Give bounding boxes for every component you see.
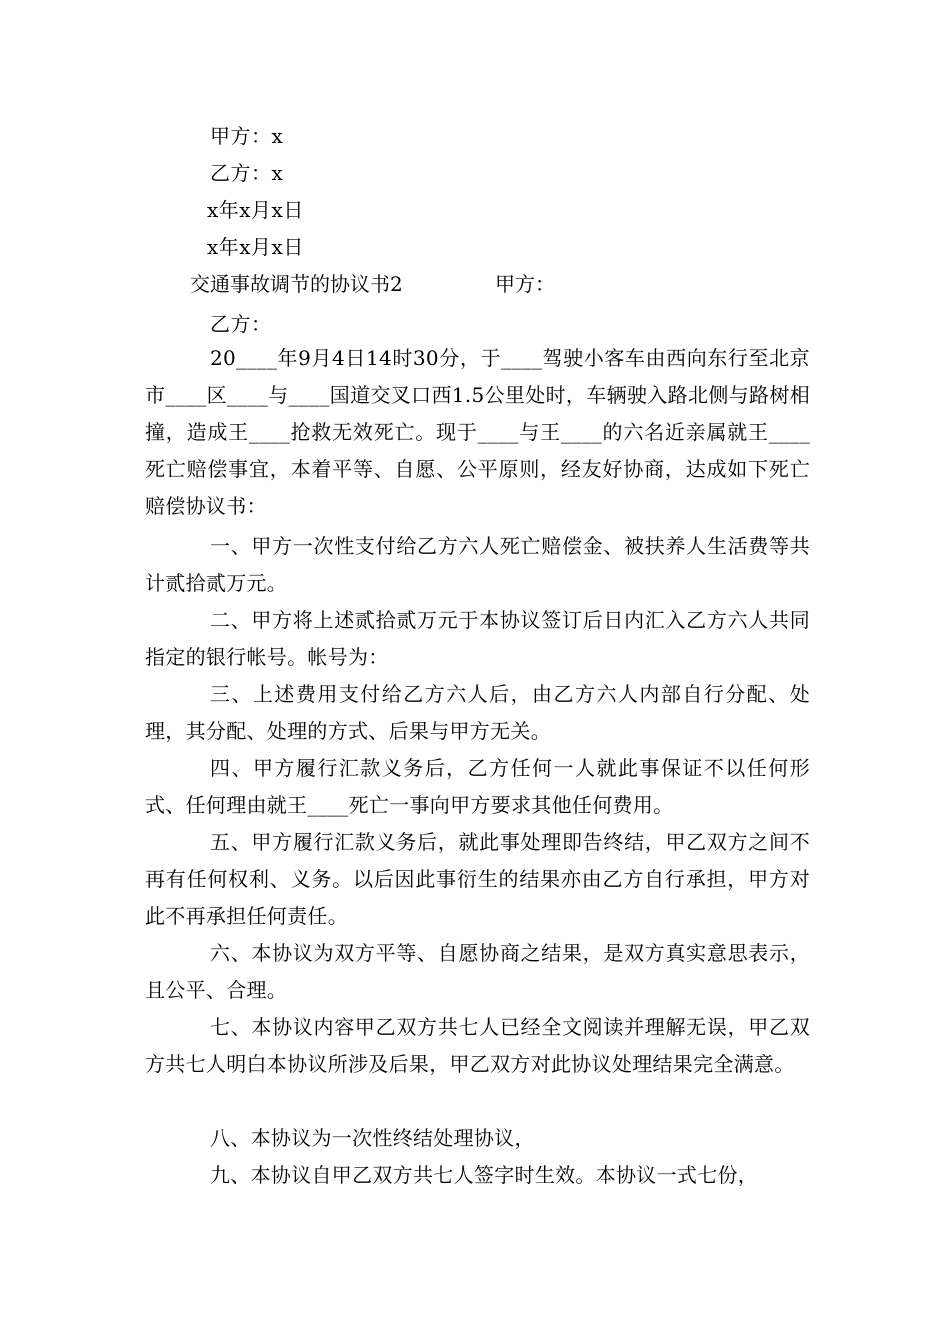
date-line: x年x月x日 — [207, 235, 304, 259]
date-line: x年x月x日 — [207, 198, 304, 222]
party-b-line: 乙方：x — [210, 161, 284, 185]
party-a-line: 甲方：x — [210, 124, 284, 148]
clause-paragraph: 七、本协议内容甲乙双方共七人已经全文阅读并理解无误，甲乙双方共七人明白本协议所涉及后果，甲乙双方对此协议处理结果完全满意。 — [145, 1015, 810, 1076]
clause-paragraph: 三、上述费用支付给乙方六人后，由乙方六人内部自行分配、处理，其分配、处理的方式、后果与甲方无关。 — [145, 682, 810, 743]
intro-paragraph: 20____年9月4日14时30分，于____驾驶小客车由西向东行至北京市____区____与____国道交叉口西1.5公里处时，车辆驶入路北侧与路树相撞，造成王____抢救无效死亡。现于____与王____的六名近亲属就王____死亡赔偿事宜，本着平等、自愿、公平原则，经友好协商，达成如下死亡赔偿协议书： — [145, 346, 810, 518]
section-title: 交通事故调节的协议书2 — [190, 272, 403, 296]
clause-paragraph: 八、本协议为一次性终结处理协议， — [210, 1126, 535, 1150]
section-party-a: 甲方： — [495, 272, 555, 296]
clause-paragraph: 五、甲方履行汇款义务后，就此事处理即告终结，甲乙双方之间不再有任何权利、义务。以后因此事衍生的结果亦由乙方自行承担，甲方对此不再承担任何责任。 — [145, 830, 810, 928]
section-party-b: 乙方： — [210, 312, 272, 336]
clause-paragraph: 一、甲方一次性支付给乙方六人死亡赔偿金、被扶养人生活费等共计贰拾贰万元。 — [145, 534, 810, 595]
clause-paragraph: 六、本协议为双方平等、自愿协商之结果，是双方真实意思表示，且公平、合理。 — [145, 941, 810, 1002]
clause-paragraph: 二、甲方将上述贰拾贰万元于本协议签订后日内汇入乙方六人共同指定的银行帐号。帐号为： — [145, 608, 810, 669]
clause-paragraph: 四、甲方履行汇款义务后，乙方任何一人就此事保证不以任何形式、任何理由就王____死亡一事向甲方要求其他任何费用。 — [145, 756, 810, 817]
clause-paragraph: 九、本协议自甲乙双方共七人签字时生效。本协议一式七份， — [210, 1163, 759, 1187]
